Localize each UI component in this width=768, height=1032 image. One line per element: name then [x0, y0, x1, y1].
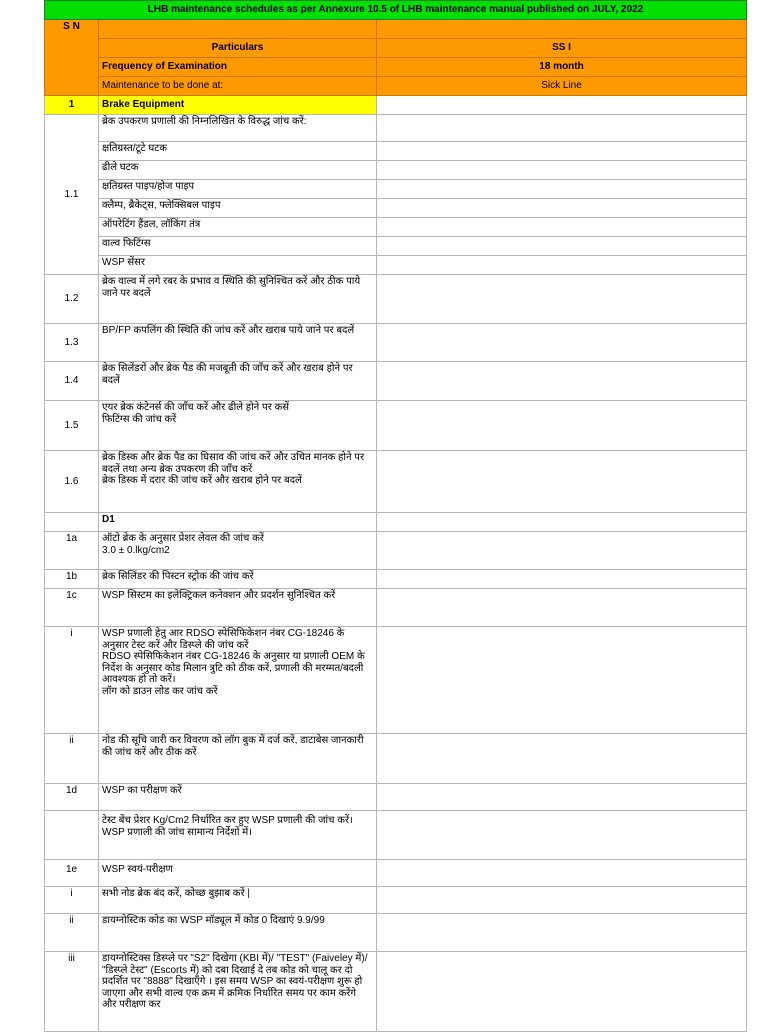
row-sn: 1.4 — [45, 362, 99, 401]
row-schedule-cell — [377, 887, 747, 914]
row-schedule-cell — [377, 811, 747, 860]
row-sn: ii — [45, 914, 99, 952]
row-sn: 1e — [45, 860, 99, 887]
row-schedule-cell — [377, 256, 747, 275]
subsection-label: D1 — [99, 513, 377, 532]
frequency-label: Frequency of Examination — [99, 58, 377, 77]
row-schedule-cell — [377, 784, 747, 811]
row-particulars: WSP सिस्टम का इलेक्ट्रिकल कनेक्शन और प्रदर्शन सुनिश्चित करें — [99, 589, 377, 627]
location-label: Maintenance to be done at: — [99, 77, 377, 96]
row-particulars: नोड की सूचि जारी कर विवरण को लॉग बुक में दर्ज करें, डाटाबेस जानकारी की जांच करें और ठीक करें — [99, 734, 377, 784]
row-particulars: ब्रेक वाल्व में लगे रबर के प्रभाव व स्थिति की सुनिश्चित करें और ठीक पाये जाने पर बदलें — [99, 275, 377, 324]
row-schedule-cell — [377, 589, 747, 627]
row-schedule-cell — [377, 324, 747, 362]
row-particulars: ब्रेक डिस्क और ब्रेक पैड का घिसाव की जांच करें और उचित मानक होने पर बदलें तथा अन्य ब्रेक उपकरण की जाँच करें ब्रेक डिस्क में दरार की जांच करें और खराब होने पर बदलें — [99, 451, 377, 513]
row-sn: 1a — [45, 532, 99, 570]
row-particulars: WSP स्वयं-परीक्षण — [99, 860, 377, 887]
row-sn-empty — [45, 513, 99, 532]
row-schedule-cell — [377, 627, 747, 734]
section-title: Brake Equipment — [99, 96, 377, 115]
particulars-header: Particulars — [99, 39, 377, 58]
row-particulars: क्षतिग्रस्त/टूटे घटक — [99, 142, 377, 161]
row-sn-empty — [45, 811, 99, 860]
row-schedule-cell — [377, 275, 747, 324]
row-particulars: ऑटो ब्रेक के अनुसार प्रेशर लेवल की जांच करें 3.0 ± 0.lkg/cm2 — [99, 532, 377, 570]
row-particulars: BP/FP कपलिंग की स्थिति की जांच करें और खराब पाये जाने पर बदलें — [99, 324, 377, 362]
row-schedule-cell — [377, 914, 747, 952]
row-schedule-cell — [377, 860, 747, 887]
row-particulars: डायग्नोस्टिक्स डिस्प्ले पर "S2" दिखेगा (KBI में)/ "TEST" (Faiveley में)/ "डिस्प्ले टेस्ट" (Escorts में) को दबा दिखाई दे तब कोड को चालू कर दो प्रदर्शित पर "8888" दिखाएँगे । इस समय WSP का स्वयं-परीक्षण शुरू हो जाएगा और सभी वाल्व एक क्रम में क्रमिक निर्धारित समय पर काम करेंगे और परीक्षण कर — [99, 952, 377, 1032]
row-particulars: ऑपरेटिंग हैंडल, लॉकिंग तंत्र — [99, 218, 377, 237]
frequency-value: 18 month — [377, 58, 747, 77]
row-sn: 1.1 — [45, 115, 99, 275]
row-particulars: क्षतिग्रस्त पाइप/होज पाइप — [99, 180, 377, 199]
row-particulars: WSP सेंसर — [99, 256, 377, 275]
row-schedule-cell — [377, 115, 747, 142]
location-value: Sick Line — [377, 77, 747, 96]
row-schedule-cell — [377, 180, 747, 199]
row-sn: 1b — [45, 570, 99, 589]
row-particulars: ब्रेक सिलिंडर की पिस्टन स्ट्रोक की जांच करें — [99, 570, 377, 589]
row-schedule-cell — [377, 362, 747, 401]
row-particulars: वाल्व फिटिंग्स — [99, 237, 377, 256]
header-blank-1 — [99, 20, 377, 39]
row-schedule-cell — [377, 532, 747, 570]
row-particulars: क्लैम्प, ब्रैकेट्स, फ्लेक्सिबल पाइप — [99, 199, 377, 218]
row-particulars: डायग्नोस्टिक कोड का WSP मॉड्यूल में कोड 0 दिखाएं 9.9/99 — [99, 914, 377, 952]
row-sn: 1c — [45, 589, 99, 627]
row-sn: 1.6 — [45, 451, 99, 513]
row-particulars: WSP का परीक्षण करें — [99, 784, 377, 811]
row-particulars: ब्रेक सिलेंडरों और ब्रेक पैड की मजबूती की जाँच करें और खराब होने पर बदलें — [99, 362, 377, 401]
header-blank-2 — [377, 20, 747, 39]
row-schedule-cell — [377, 237, 747, 256]
row-sn: 1d — [45, 784, 99, 811]
sn-header: S N — [45, 20, 99, 96]
section-schedule-cell — [377, 96, 747, 115]
row-schedule-cell — [377, 570, 747, 589]
row-sn: 1.2 — [45, 275, 99, 324]
row-schedule-cell — [377, 734, 747, 784]
schedule-header: SS I — [377, 39, 747, 58]
row-schedule-cell — [377, 199, 747, 218]
row-sn: i — [45, 887, 99, 914]
row-sn: i — [45, 627, 99, 734]
maintenance-schedule-table — [44, 0, 747, 1032]
row-schedule-cell — [377, 513, 747, 532]
section-sn: 1 — [45, 96, 99, 115]
row-particulars: ब्रेक उपकरण प्रणाली की निम्नलिखित के विरुद्ध जांच करें: — [99, 115, 377, 142]
row-particulars: WSP प्रणाली हेतु आर RDSO स्पेसिफिकेशन नंबर CG-18246 के अनुसार टेस्ट करें और डिस्प्ले की जांच करें RDSO स्पेसिफिकेशन नंबर CG-18246 के अनुसार या प्रणाली OEM के निर्देश के अनुसार कोड मिलान त्रुटि को ठीक करें, प्रणाली की मरम्मत/बदली आवश्यक हो तो करें। लॉग को डाउन लोड कर जांच करें — [99, 627, 377, 734]
row-schedule-cell — [377, 451, 747, 513]
row-schedule-cell — [377, 218, 747, 237]
row-particulars: सभी नोड ब्रेक बंद करें, कोच्छ बुझाब करें | — [99, 887, 377, 914]
table-title: LHB maintenance schedules as per Annexure 10.5 of LHB maintenance manual published on JULY, 2022 — [45, 1, 747, 20]
row-schedule-cell — [377, 952, 747, 1032]
row-sn: ii — [45, 734, 99, 784]
row-sn: 1.3 — [45, 324, 99, 362]
row-schedule-cell — [377, 161, 747, 180]
row-schedule-cell — [377, 401, 747, 451]
row-schedule-cell — [377, 142, 747, 161]
row-sn: iii — [45, 952, 99, 1032]
row-particulars: एयर ब्रेक कंटेनर्स की जाँच करें और ढीले होने पर कसें फिटिंग्स की जांच करें — [99, 401, 377, 451]
row-particulars: टेस्ट बेंच प्रेशर Kg/Cm2 निर्धारित कर हुए WSP प्रणाली की जांच करें। WSP प्रणाली की जांच सामान्य निर्देशों में। — [99, 811, 377, 860]
row-particulars: ढीले घटक — [99, 161, 377, 180]
row-sn: 1.5 — [45, 401, 99, 451]
